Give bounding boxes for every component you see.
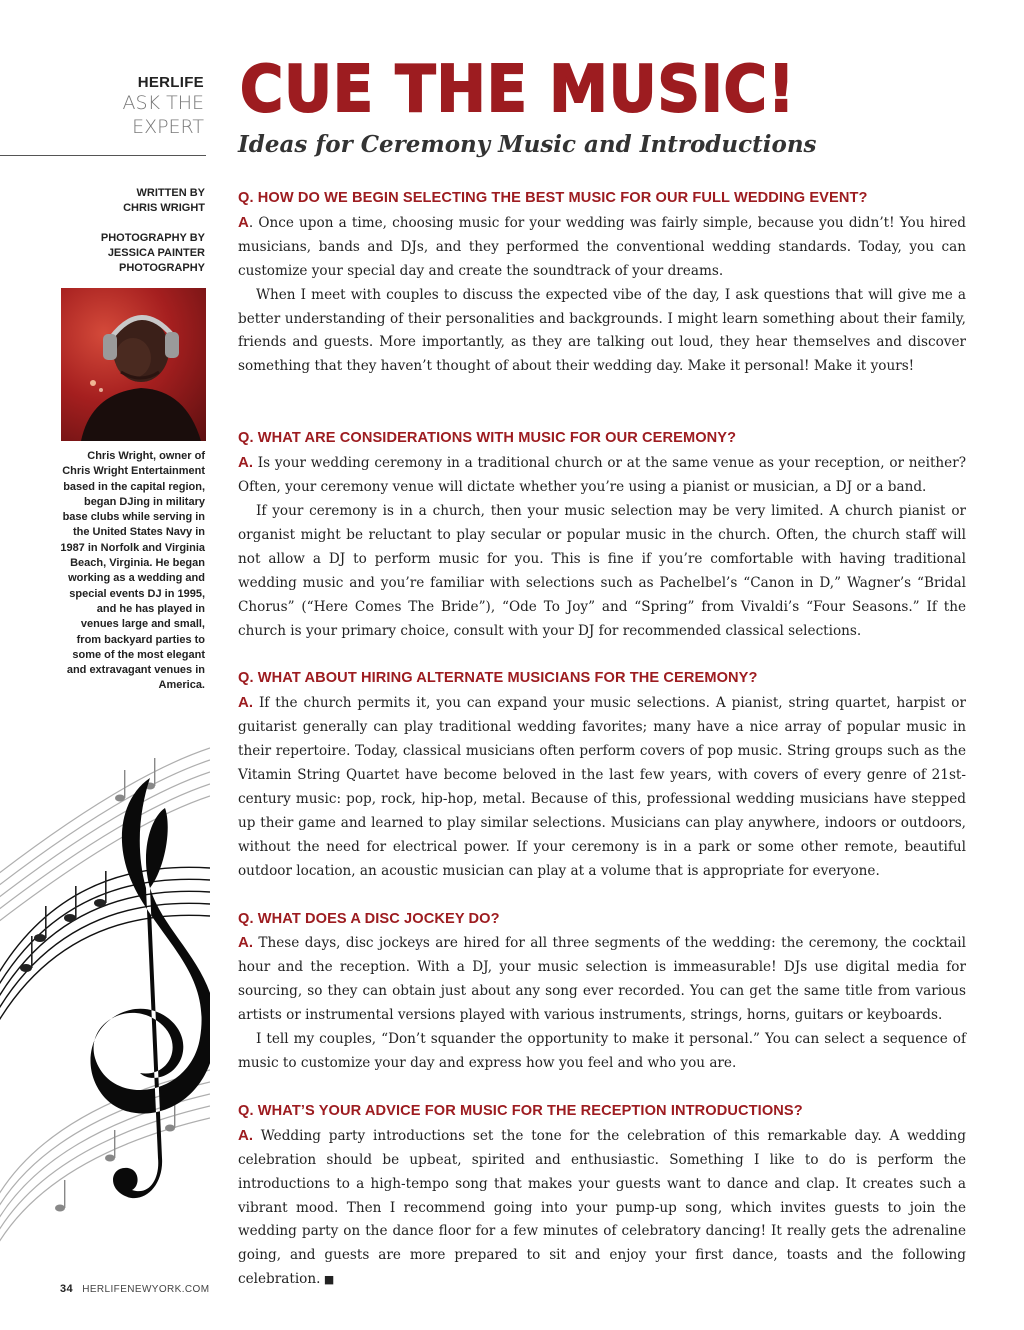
answer-label: A [238,213,249,231]
qa-block-1 [238,187,966,379]
answer-2-paragraph-2: If your ceremony is in a church, then your music selection may be very limited. A church pianist or organist might be reluctant to play secular or popular music in the church. Often, the church staff will not allow a DJ to perform music for you. This is fine if you’re comfortable with having traditional wedding music and you’re familiar with selections such as Pachelbel’s “Canon in D,” Wagner’s “Bridal Chorus” (“Here Comes The Bride”), “Ode To Joy” and “Spring” from Vivaldi’s “Four Seasons.” If the church is your primary choice, consult with your DJ for recommended classical selections. [238,502,966,639]
qa-block-3 [238,667,966,883]
divider [0,155,206,156]
question-2: Q. WHAT ARE CONSIDERATIONS WITH MUSIC FOR OUR CEREMONY? [238,430,737,447]
answer-5 [238,1124,966,1292]
end-mark: ■ [320,1273,335,1287]
dj-portrait-illustration [61,288,206,441]
article-body [238,187,966,1292]
portrait-caption: Chris Wright, owner of Chris Wright Entertainment based in the capital region, began DJing in military base clubs while serving in the United States Navy in 1987 in Norfolk and Virginia Beach, Virginia. He began working as a wedding and special events DJ in 1995, and he has played in venues large and small, from backyard parties to some of the most elegant and extravagant venues in America. [60,450,205,692]
answer-3 [238,691,966,883]
answer-text: . Once upon a time, choosing music for your wedding was fairly simple, because you didn’t! You hired musicians, bands and DJs, and they performed the conventional wedding standards. Today, you can customize your special day and create the soundtrack of your dreams. [238,214,966,279]
answer-text: Is your wedding ceremony in a traditional church or at the same venue as your reception, or neither? Often, your ceremony venue will dictate whether you’re using a pianist or musician, a DJ or a band. [238,455,966,496]
answer-label: A. [238,454,253,472]
answer-label: A. [238,1126,253,1144]
credits [101,186,205,291]
page-subtitle: Ideas for Ceremony Music and Introductions [238,131,817,158]
answer-text: These days, disc jockeys are hired for all three segments of the wedding: the ceremony, the cocktail hour and the reception. With a DJ, your music selection is immeasurable! DJs use digital media for sourcing, so they can obtain just about any song ever recorded. You can get the same title from various artists or instrumental versions played with various instruments, strings, horns, guitars or keyboards. [238,935,966,1024]
site-url: HERLIFENEWYORK.COM [82,1284,210,1295]
answer-1-paragraph-2: When I meet with couples to discuss the expected vibe of the day, I ask questions that will give me a better understanding of their personalities and backgrounds. I might learn something about their family, friends and guests. More importantly, as they are talking out loud, they hear themselves and discover something that they haven’t thought of about their wedding day. Make it personal! Make it yours! [238,286,966,375]
qa-block-2 [238,427,966,643]
section-line-2: EXPERT [132,116,204,138]
answer-4-paragraph-2: I tell my couples, “Don’t squander the opportunity to make it personal.” You can select a sequence of music to customize your day and express how you feel and who you are. [238,1031,966,1071]
page-title: CUE THE MUSIC! [240,53,796,127]
photo-credit: PHOTOGRAPHY BY JESSICA PAINTER PHOTOGRAPHY [100,232,205,274]
answer-1 [238,211,966,284]
answer-2 [238,451,966,500]
answer-text: If the church permits it, you can expand your music selections. A pianist, string quartet, harpist or guitarist generally can play traditional wedding favorites; many have a nice array of popular music in their repertoire. Today, classical musicians often perform covers of pop music. String groups such as the Vitamin String Quartet have become beloved in the last few years, with covers of every genre of 21st-century music: pop, rock, hip-hop, metal. Because of this, professional wedding musicians have stepped up their game and learned to play similar selections. Musicians can play anywhere, indoors or outdoors, without the need for electrical power. If your ceremony is in a park or some other remote, beautiful outdoor location, an acoustic musician can play at a volume that is appropriate for everyone. [238,695,966,879]
treble-clef-staff-illustration [0,738,210,1268]
answer-text: Wedding party introductions set the tone for the celebration of this remarkable day. A wedding celebration should be upbeat, spirited and enthusiastic. Something I like to do is perform the introductions to a high-tempo song that makes your guests want to dance and clap. It creates such a vibrant mood. Then I recommend going into your pump-up song, which invites guests to join the wedding party on the dance floor for a few minutes of celebratory dancing! It really gets the adrenaline going, and guests are more prepared to sit and enjoy your first dance, toasts and the following celebration. [238,1127,966,1288]
answer-label: A. [238,934,253,952]
question-4: Q. WHAT DOES A DISC JOCKEY DO? [238,910,500,927]
question-1: Q. HOW DO WE BEGIN SELECTING THE BEST MUSIC FOR OUR FULL WEDDING EVENT? [238,190,868,206]
question-5: Q. WHAT’S YOUR ADVICE FOR MUSIC FOR THE RECEPTION INTRODUCTIONS? [238,1102,803,1119]
section-tag [123,74,204,139]
page-number: 34 [60,1283,74,1295]
magazine-brand: HERLIFE [137,74,204,91]
qa-block-5 [238,1100,966,1292]
page-footer [60,1283,209,1295]
answer-label: A. [238,694,253,712]
qa-block-4 [238,908,966,1076]
author-portrait [61,288,206,441]
question-3: Q. WHAT ABOUT HIRING ALTERNATE MUSICIANS FOR THE CEREMONY? [238,670,758,687]
section-line-1: ASK THE [122,92,204,114]
author-credit: WRITTEN BY CHRIS WRIGHT [123,187,205,214]
answer-4 [238,931,966,1028]
